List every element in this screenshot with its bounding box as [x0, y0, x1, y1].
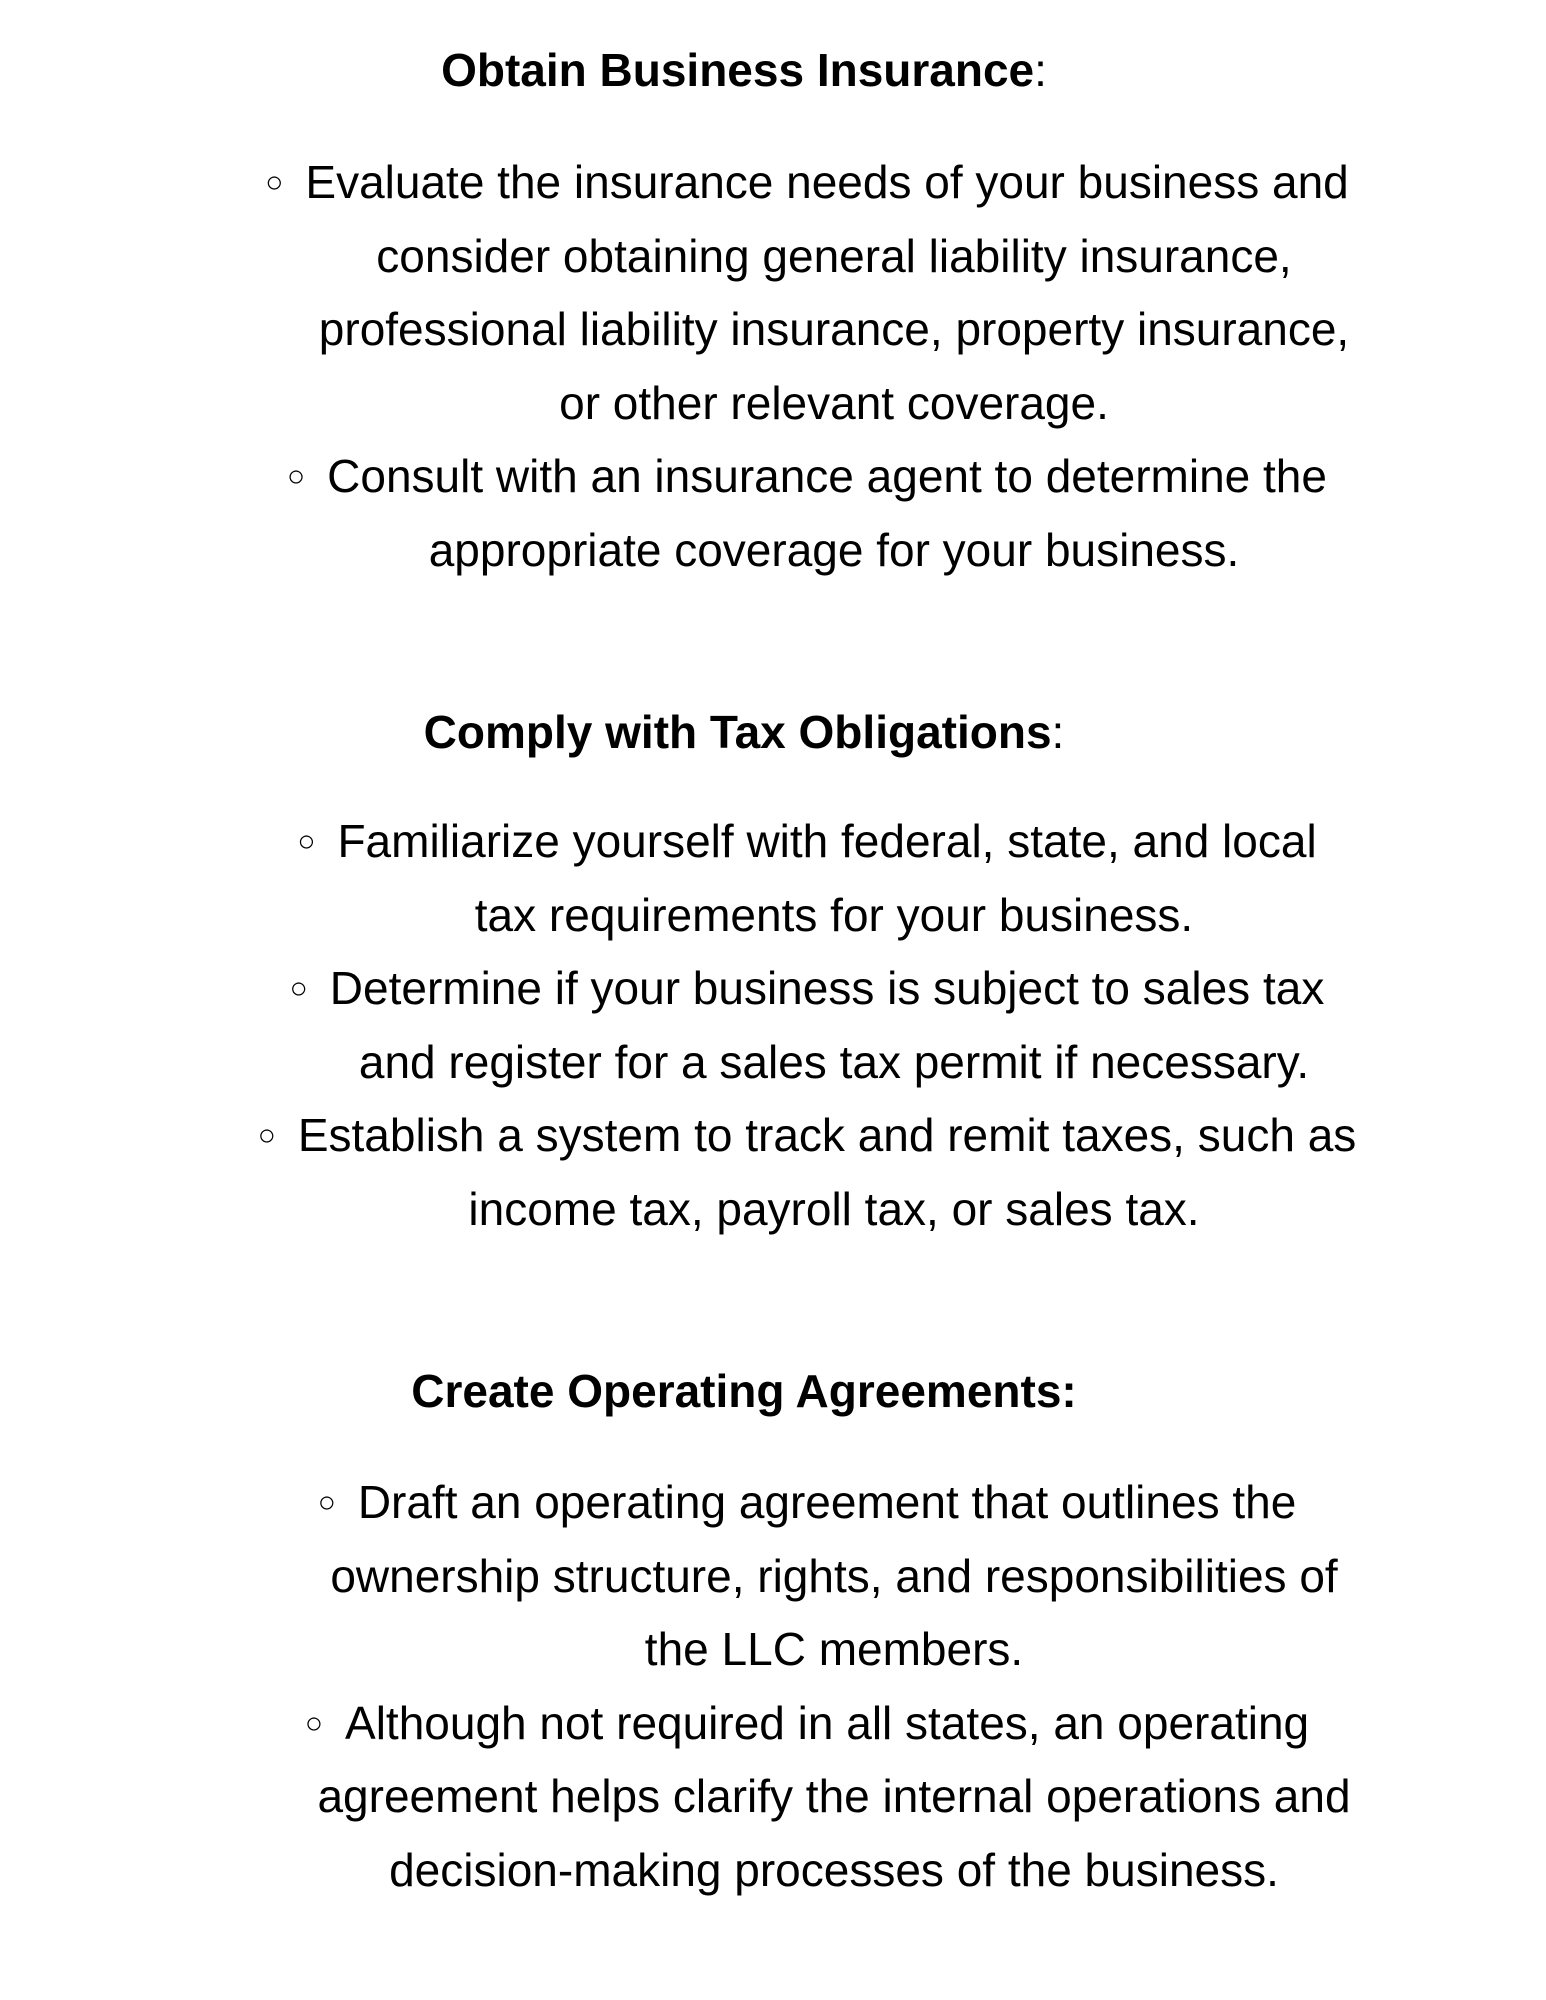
- bullet-item-continuation: [468, 1173, 1199, 1246]
- bullet-item-continuation: [376, 220, 1291, 293]
- bullet-text: tax requirements for your business.: [474, 888, 1194, 941]
- bullet-item-continuation: [559, 367, 1109, 440]
- circle-bullet-icon: ○: [304, 1706, 324, 1740]
- bullet-item-line: [265, 146, 1348, 219]
- bullet-text: consider obtaining general liability insurance,: [376, 229, 1292, 282]
- section-heading-text: Comply with Tax Obligations: [423, 706, 1052, 758]
- bullet-text: appropriate coverage for your business.: [428, 523, 1240, 576]
- section-heading: [411, 1355, 1076, 1428]
- bullet-item-continuation: [319, 293, 1349, 366]
- bullet-text: agreement helps clarify the internal operations and: [317, 1770, 1351, 1822]
- bullet-item-line: [318, 1466, 1297, 1539]
- bullet-item-continuation: [475, 879, 1193, 952]
- heading-colon: :: [1034, 44, 1047, 96]
- heading-colon: :: [1051, 706, 1065, 758]
- bullet-text: income tax, payroll tax, or sales tax.: [468, 1182, 1200, 1235]
- bullet-text: the LLC members.: [644, 1623, 1024, 1675]
- bullet-text: or other relevant coverage.: [559, 376, 1109, 429]
- bullet-text: professional liability insurance, property insurance,: [318, 303, 1350, 355]
- bullet-text: ownership structure, rights, and responsibilities of: [330, 1549, 1338, 1602]
- circle-bullet-icon: ○: [289, 972, 308, 1005]
- bullet-item-continuation: [317, 1760, 1350, 1833]
- section-heading: [441, 34, 1047, 107]
- bullet-text: Evaluate the insurance needs of your business and: [305, 156, 1349, 208]
- bullet-text: Familiarize yourself with federal, state, and local: [337, 815, 1317, 867]
- bullet-item-line: [258, 1099, 1357, 1172]
- bullet-text: Consult with an insurance agent to determine the: [327, 450, 1327, 502]
- circle-bullet-icon: ○: [287, 460, 306, 493]
- bullet-text: Although not required in all states, an operating: [345, 1696, 1310, 1749]
- bullet-item-continuation: [330, 1540, 1337, 1613]
- bullet-item-line: [290, 952, 1325, 1025]
- bullet-text: Establish a system to track and remit taxes, such as: [297, 1109, 1357, 1161]
- bullet-item-line: [287, 440, 1327, 513]
- bullet-item-continuation: [429, 514, 1240, 587]
- circle-bullet-icon: ○: [265, 166, 284, 199]
- bullet-text: Draft an operating agreement that outlines the: [357, 1476, 1297, 1528]
- circle-bullet-icon: ○: [317, 1486, 336, 1519]
- bullet-item-continuation: [359, 1026, 1309, 1099]
- bullet-item-line: [305, 1687, 1309, 1760]
- heading-colon: :: [1061, 1365, 1077, 1417]
- bullet-item-continuation: [389, 1834, 1279, 1907]
- circle-bullet-icon: ○: [257, 1119, 276, 1152]
- bullet-text: and register for a sales tax permit if necessary.: [358, 1035, 1310, 1088]
- section-heading-text: Obtain Business Insurance: [441, 44, 1035, 96]
- circle-bullet-icon: ○: [297, 825, 316, 858]
- bullet-item-continuation: [645, 1613, 1023, 1686]
- bullet-text: decision-making processes of the business.: [389, 1843, 1279, 1896]
- bullet-item-line: [297, 805, 1316, 878]
- bullet-text: Determine if your business is subject to sales tax: [329, 962, 1325, 1014]
- section-heading: [424, 696, 1065, 769]
- section-heading-text: Create Operating Agreements: [411, 1365, 1062, 1417]
